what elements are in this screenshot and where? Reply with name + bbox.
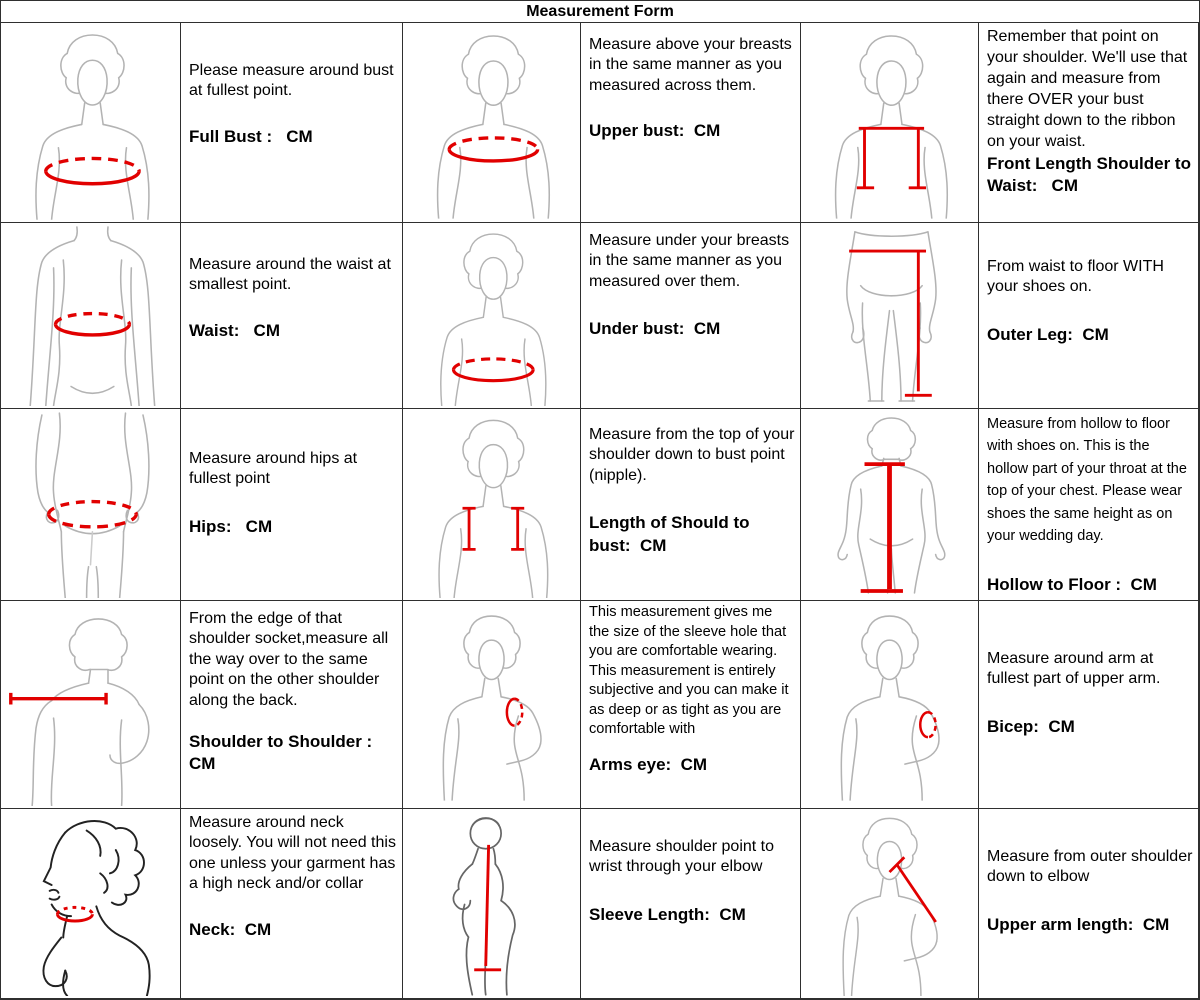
hips-figure-cell <box>1 409 181 601</box>
instruction-text: Measure from the top of your shoulder down to bust point (nipple). <box>589 426 795 484</box>
bicep-figure <box>803 603 976 806</box>
arms-eye-figure-cell <box>403 601 581 809</box>
instruction-text: Measure shoulder point to wrist through your elbow <box>589 838 774 876</box>
arms-eye-cell <box>581 601 801 809</box>
instruction-text: Remember that point on your shoulder. We'll use that again and measure from there OVER your bust straight down to the ribbon on your waist. <box>987 28 1188 150</box>
upper-arm-length-figure-cell <box>801 809 979 999</box>
under-bust-cell <box>581 223 801 409</box>
full-bust-figure <box>3 25 178 220</box>
measurement-label: Bicep: CM <box>987 716 1075 736</box>
full-bust-figure-cell <box>1 23 181 223</box>
under-bust-figure-cell <box>403 223 581 409</box>
measurement-label: Shoulder to Shoulder : CM <box>189 732 377 774</box>
bicep-cell <box>979 601 1199 809</box>
instruction-text: Measure from hollow to floor with shoes on. This is the hollow part of your throat at the top of your chest. Please wear shoes the same height as on your wedding day. <box>987 416 1187 545</box>
bicep-figure-cell <box>801 601 979 809</box>
shoulder-to-bust-figure <box>405 411 578 598</box>
instruction-text: Please measure around bust at fullest point. <box>189 62 394 100</box>
front-length-cell <box>979 23 1199 223</box>
arms-eye-figure <box>405 603 578 806</box>
outer-leg-figure <box>803 225 976 406</box>
shoulder-to-bust-figure-cell <box>403 409 581 601</box>
instruction-text: Measure around neck loosely. You will not need this one unless your garment has a high neck and/or collar <box>189 814 396 893</box>
full-bust-cell <box>181 23 403 223</box>
instruction-text: From the edge of that shoulder socket,measure all the way over to the same point on the other shoulder along the back. <box>189 610 389 709</box>
waist-figure <box>3 225 178 406</box>
measurement-label: Length of Should to bust: CM <box>589 513 755 555</box>
measurement-label: Arms eye: CM <box>589 754 708 774</box>
instruction-text: Measure around hips at fullest point <box>189 450 358 488</box>
instruction-text: This measurement gives me the size of the sleeve hole that you are comfortable wearing. This measurement is entirely subjective and you can make it as deep or as tight as you are comfortable with <box>589 604 789 738</box>
front-length-figure-cell <box>801 23 979 223</box>
upper-arm-length-figure <box>803 811 976 996</box>
front-length-figure <box>803 25 976 220</box>
measurement-label: Upper arm length: CM <box>987 914 1170 934</box>
measurement-label: Full Bust : CM <box>189 126 313 146</box>
measurement-label: Sleeve Length: CM <box>589 904 746 924</box>
shoulder-to-bust-cell <box>581 409 801 601</box>
measurement-label: Neck: CM <box>189 919 272 939</box>
measurement-label: Front Length Shoulder to Waist: CM <box>987 153 1196 195</box>
neck-figure <box>3 811 178 996</box>
upper-bust-figure <box>405 25 578 220</box>
instruction-text: Measure above your breasts in the same manner as you measured across them. <box>589 36 792 94</box>
neck-cell <box>181 809 403 999</box>
sleeve-length-cell <box>581 809 801 999</box>
neck-figure-cell <box>1 809 181 999</box>
measurement-label: Hips: CM <box>189 516 273 536</box>
waist-figure-cell <box>1 223 181 409</box>
instruction-text: Measure under your breasts in the same manner as you measured over them. <box>589 232 790 290</box>
outer-leg-figure-cell <box>801 223 979 409</box>
under-bust-figure <box>405 225 578 406</box>
waist-cell <box>181 223 403 409</box>
shoulder-to-shoulder-cell <box>181 601 403 809</box>
hollow-to-floor-cell <box>979 409 1199 601</box>
upper-bust-cell <box>581 23 801 223</box>
hips-figure <box>3 411 178 598</box>
upper-bust-figure-cell <box>403 23 581 223</box>
instruction-text: Measure around arm at fullest part of upper arm. <box>987 650 1161 688</box>
measurement-label: Waist: CM <box>189 320 280 340</box>
instruction-text: Measure from outer shoulder down to elbow <box>987 848 1193 886</box>
measurement-label: Hollow to Floor : CM <box>987 574 1157 594</box>
sleeve-length-figure-cell <box>403 809 581 999</box>
measurement-label: Upper bust: CM <box>589 121 721 141</box>
upper-arm-length-cell <box>979 809 1199 999</box>
hips-cell <box>181 409 403 601</box>
measurement-label: Under bust: CM <box>589 319 721 339</box>
hollow-to-floor-figure <box>803 411 976 598</box>
form-title: Measurement Form <box>1 1 1199 23</box>
shoulder-to-shoulder-figure-cell <box>1 601 181 809</box>
measurement-label: Outer Leg: CM <box>987 324 1109 344</box>
sleeve-length-figure <box>405 811 578 996</box>
outer-leg-cell <box>979 223 1199 409</box>
instruction-text: From waist to floor WITH your shoes on. <box>987 258 1164 296</box>
hollow-to-floor-figure-cell <box>801 409 979 601</box>
shoulder-to-shoulder-figure <box>3 603 178 806</box>
instruction-text: Measure around the waist at smallest point. <box>189 256 391 294</box>
